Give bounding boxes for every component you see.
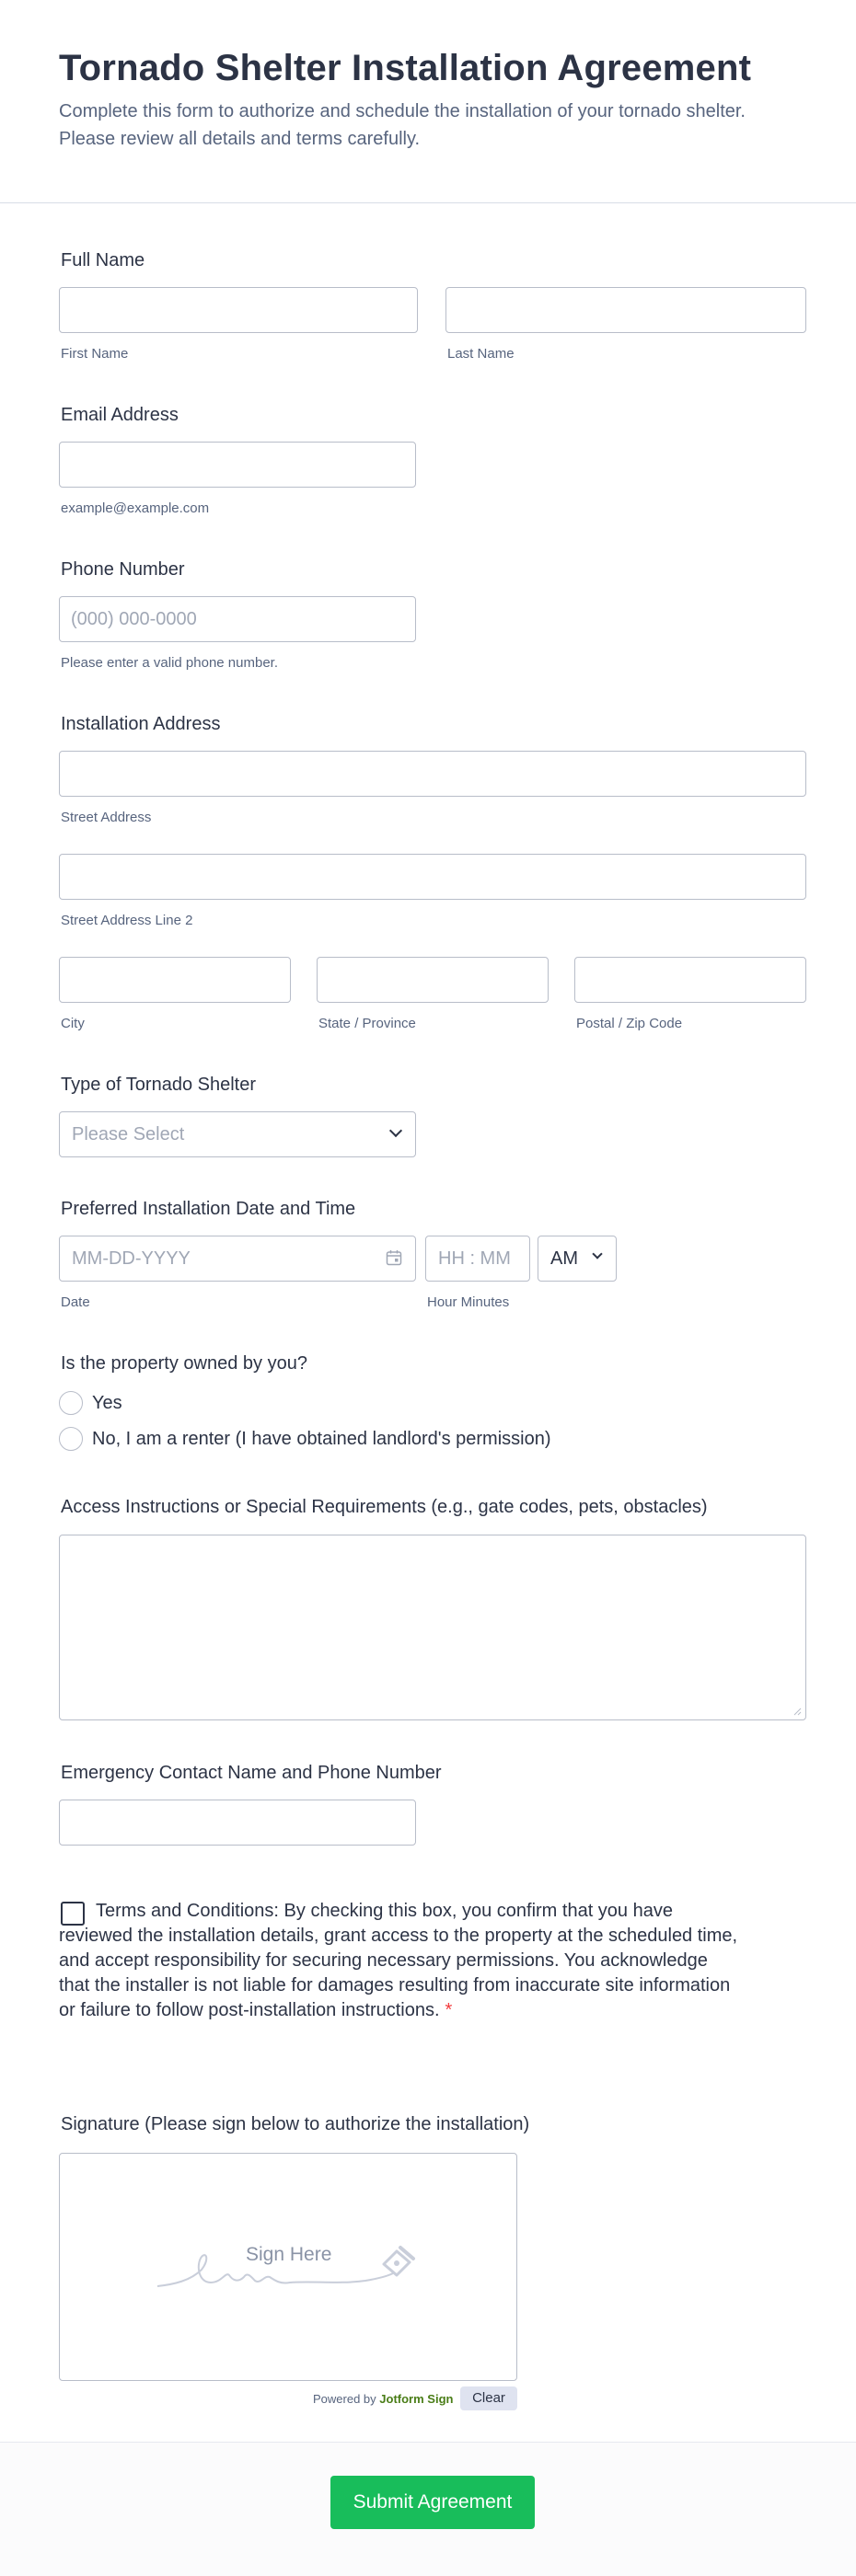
email-sublabel: example@example.com xyxy=(61,500,210,516)
resize-handle-icon[interactable] xyxy=(792,1707,802,1716)
clear-signature-button[interactable]: Clear xyxy=(460,2386,517,2410)
chevron-down-icon xyxy=(592,1248,602,1259)
state-sublabel: State / Province xyxy=(318,1016,416,1031)
city-input[interactable] xyxy=(59,957,291,1003)
ampm-select[interactable] xyxy=(538,1236,617,1282)
state-input[interactable] xyxy=(317,957,549,1003)
ownership-renter-label[interactable]: No, I am a renter (I have obtained landlord's permission) xyxy=(92,1429,551,1449)
date-input[interactable] xyxy=(59,1236,416,1282)
address-label: Installation Address xyxy=(61,714,221,734)
first-name-input[interactable] xyxy=(59,287,418,333)
emergency-contact-input[interactable] xyxy=(59,1800,416,1846)
powered-brand: Jotform Sign xyxy=(379,2392,454,2406)
signature-label: Signature (Please sign below to authorize the installation) xyxy=(61,2114,530,2134)
datetime-label: Preferred Installation Date and Time xyxy=(61,1199,356,1219)
powered-by xyxy=(313,2392,453,2406)
ownership-label: Is the property owned by you? xyxy=(61,1353,307,1374)
page-subtitle: Complete this form to authorize and schedule the installation of your tornado shelter. Please review all details and terms carefully. xyxy=(59,101,746,149)
submit-button[interactable]: Submit Agreement xyxy=(330,2476,535,2529)
powered-prefix: Powered by xyxy=(313,2392,376,2406)
last-name-input[interactable] xyxy=(445,287,806,333)
phone-sublabel: Please enter a valid phone number. xyxy=(61,655,278,671)
email-input[interactable] xyxy=(59,442,416,488)
page-title: Tornado Shelter Installation Agreement xyxy=(59,48,752,88)
email-label: Email Address xyxy=(61,405,179,425)
form-footer xyxy=(0,2442,856,2576)
signature-pad[interactable] xyxy=(59,2153,517,2381)
time-input[interactable] xyxy=(425,1236,530,1282)
required-mark: * xyxy=(445,2000,453,2020)
street-address-2-sublabel: Street Address Line 2 xyxy=(61,913,193,928)
street-address-sublabel: Street Address xyxy=(61,810,152,825)
ampm-value: AM xyxy=(550,1248,578,1269)
phone-label: Phone Number xyxy=(61,559,185,580)
terms-text: Terms and Conditions: By checking this box, you confirm that you have reviewed the installation details, grant access to the property at the scheduled time, and accept responsibility for securing necessary permissions. You acknowledge that the installer is not liable for damages resulting from inaccurate site information or failure to follow post-installation instructions. xyxy=(59,1901,738,2020)
ownership-yes-radio[interactable] xyxy=(59,1391,83,1415)
first-name-sublabel: First Name xyxy=(61,346,129,362)
last-name-sublabel: Last Name xyxy=(447,346,515,362)
city-sublabel: City xyxy=(61,1016,85,1031)
shelter-type-label: Type of Tornado Shelter xyxy=(61,1075,256,1095)
shelter-type-placeholder: Please Select xyxy=(72,1124,185,1144)
calendar-icon[interactable] xyxy=(386,1249,402,1266)
zip-input[interactable] xyxy=(574,957,806,1003)
time-placeholder: HH : MM xyxy=(438,1248,511,1269)
access-label: Access Instructions or Special Requirements (e.g., gate codes, pets, obstacles) xyxy=(61,1497,708,1517)
date-placeholder: MM-DD-YYYY xyxy=(72,1248,191,1269)
emergency-label: Emergency Contact Name and Phone Number xyxy=(61,1763,442,1783)
street-address-2-input[interactable] xyxy=(59,854,806,900)
shelter-type-select[interactable] xyxy=(59,1111,416,1157)
phone-input[interactable] xyxy=(59,596,416,642)
ownership-yes-label[interactable]: Yes xyxy=(92,1393,122,1413)
chevron-down-icon xyxy=(389,1124,402,1137)
terms-text-block xyxy=(59,1899,740,2023)
zip-sublabel: Postal / Zip Code xyxy=(576,1016,683,1031)
sign-here-placeholder: Sign Here xyxy=(246,2244,332,2265)
date-sublabel: Date xyxy=(61,1294,90,1310)
time-sublabel: Hour Minutes xyxy=(427,1294,510,1310)
full-name-label: Full Name xyxy=(61,250,145,270)
ownership-renter-radio[interactable] xyxy=(59,1427,83,1451)
access-textarea[interactable] xyxy=(59,1535,806,1720)
street-address-input[interactable] xyxy=(59,751,806,797)
form-header xyxy=(0,0,856,203)
